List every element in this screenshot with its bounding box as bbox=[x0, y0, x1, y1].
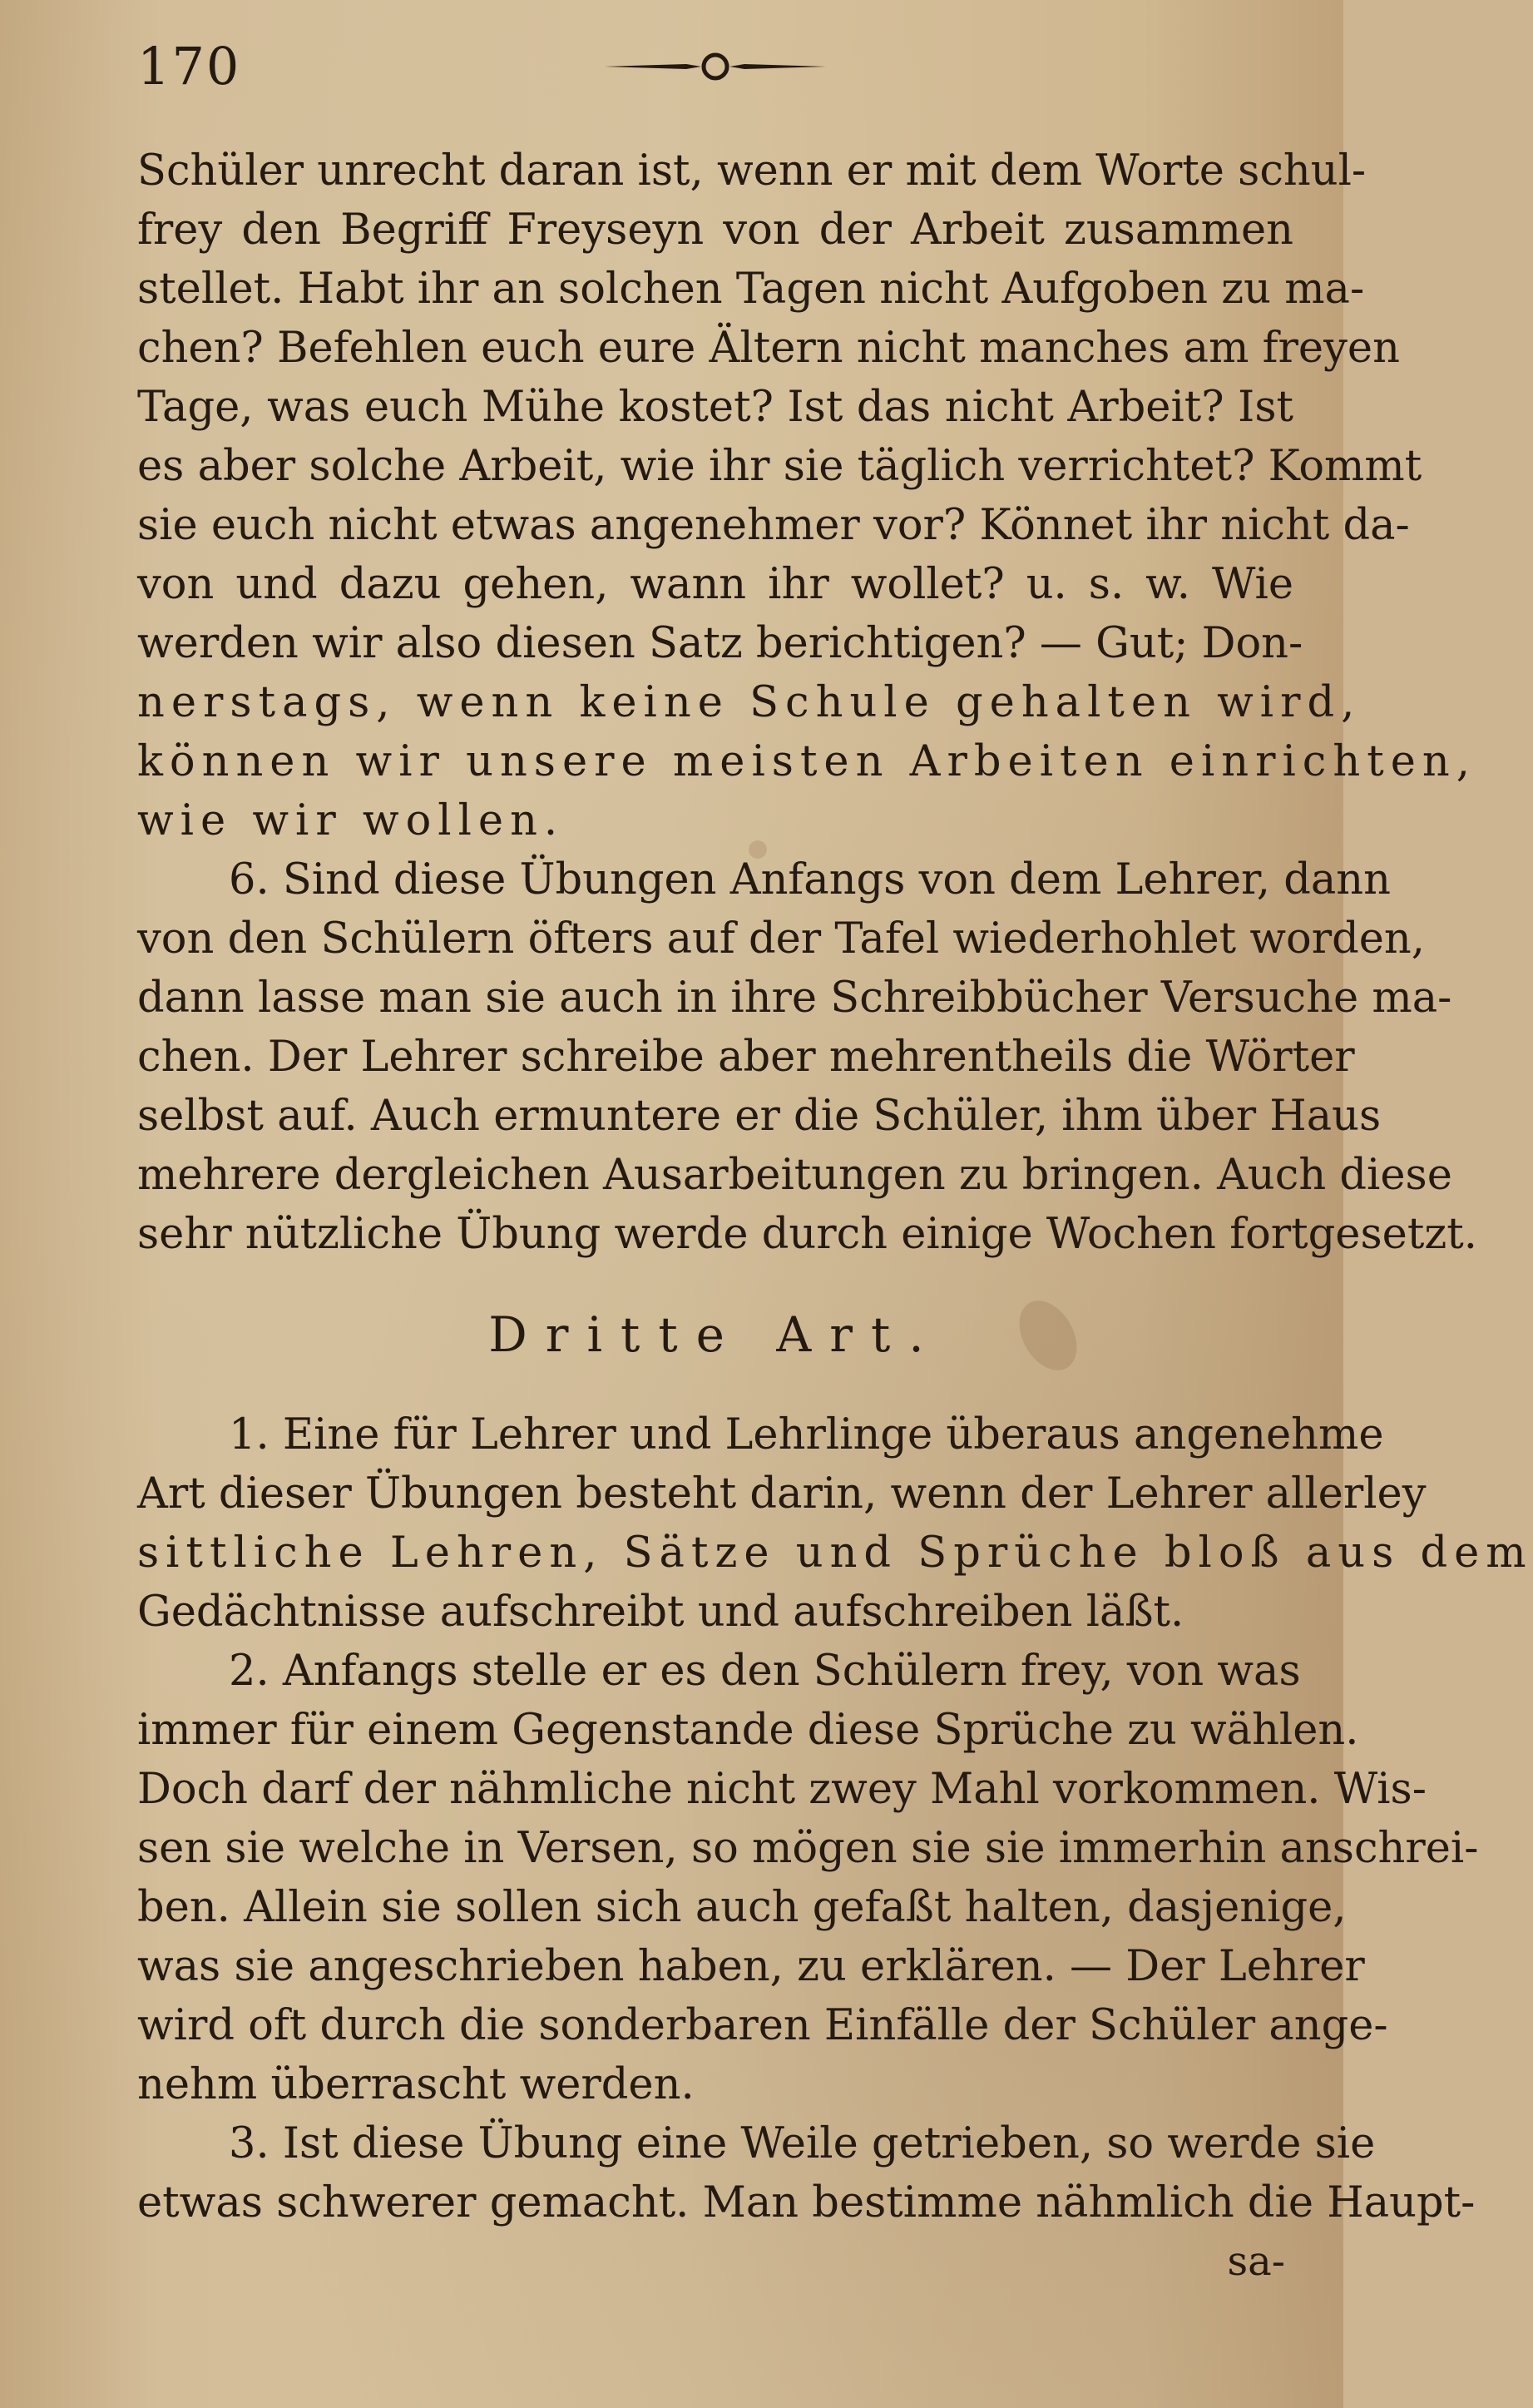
text-line: 6. Sind diese Übungen Anfangs von dem Lehrer, dann bbox=[229, 855, 1391, 904]
text-line-emphasis: wie wir wollen. bbox=[137, 796, 565, 845]
text-line: Doch darf der nähmliche nicht zwey Mahl vorkommen. Wis- bbox=[137, 1765, 1427, 1814]
text-line: etwas schwerer gemacht. Man bestimme nähmlich die Haupt- bbox=[137, 2178, 1476, 2227]
text-line: chen. Der Lehrer schreibe aber mehrentheils die Wörter bbox=[137, 1033, 1355, 1082]
paragraph-continuation bbox=[137, 141, 1476, 850]
text-line: ben. Allein sie sollen sich auch gefaßt halten, dasjenige, bbox=[137, 1883, 1347, 1932]
text-line-emphasis: nerstags, wenn keine Schule gehalten wird, bbox=[137, 678, 1362, 727]
text-line: Tage, was euch Mühe kostet? Ist das nicht Arbeit? Ist bbox=[137, 383, 1293, 432]
text-line: frey den Begriff Freyseyn von der Arbeit zusammen bbox=[137, 206, 1293, 255]
text-line: was sie angeschrieben haben, zu erklären. — Der Lehrer bbox=[137, 1942, 1365, 1991]
text-line: 1. Eine für Lehrer und Lehrlinge überaus angenehme bbox=[229, 1410, 1384, 1459]
text-line: Gedächtnisse aufschreibt und aufschreiben läßt. bbox=[137, 1588, 1184, 1637]
text-line: immer für einem Gegenstande diese Sprüche zu wählen. bbox=[137, 1706, 1359, 1755]
paragraph-6 bbox=[137, 850, 1477, 1264]
text-line-emphasis: sittliche Lehren, Sätze und Sprüche bloß aus dem bbox=[137, 1529, 1533, 1578]
text-line: es aber solche Arbeit, wie ihr sie täglich verrichtet? Kommt bbox=[137, 442, 1422, 491]
section-heading: Dritte Art. bbox=[488, 1306, 942, 1363]
text-line: stellet. Habt ihr an solchen Tagen nicht Aufgoben zu ma- bbox=[137, 265, 1365, 314]
text-line: von und dazu gehen, wann ihr wollet? u. s. w. Wie bbox=[137, 560, 1293, 609]
page-header bbox=[137, 33, 1302, 100]
body-text bbox=[137, 141, 1533, 2292]
text-line: wird oft durch die sonderbaren Einfälle der Schüler ange- bbox=[137, 2001, 1388, 2050]
text-line: von den Schülern öfters auf der Tafel wiederhohlet worden, bbox=[137, 914, 1425, 964]
text-line: mehrere dergleichen Ausarbeitungen zu bringen. Auch diese bbox=[137, 1151, 1452, 1200]
paragraph-1 bbox=[137, 1405, 1533, 1642]
text-line: sen sie welche in Versen, so mögen sie sie immerhin anschrei- bbox=[137, 1824, 1479, 1873]
text-line: chen? Befehlen euch eure Ältern nicht manches am freyen bbox=[137, 324, 1400, 373]
text-line: 3. Ist diese Übung eine Weile getrieben, so werde sie bbox=[229, 2119, 1376, 2168]
paragraph-2 bbox=[137, 1642, 1479, 2114]
catchword: sa- bbox=[1227, 2238, 1285, 2285]
text-line: 2. Anfangs stelle er es den Schülern frey, von was bbox=[229, 1647, 1301, 1696]
paragraph-3 bbox=[137, 2114, 1476, 2232]
text-line: selbst auf. Auch ermuntere er die Schüler, ihm über Haus bbox=[137, 1092, 1382, 1141]
rule-with-circle-icon bbox=[603, 50, 828, 83]
page-number: 170 bbox=[137, 36, 241, 97]
text-line: Art dieser Übungen besteht darin, wenn der Lehrer allerley bbox=[137, 1469, 1427, 1519]
text-line: sie euch nicht etwas angenehmer vor? Könnet ihr nicht da- bbox=[137, 501, 1410, 550]
text-line: Schüler unrecht daran ist, wenn er mit dem Worte schul- bbox=[137, 146, 1367, 196]
text-line: werden wir also diesen Satz berichtigen? — Gut; Don- bbox=[137, 619, 1303, 668]
text-line-emphasis: können wir unsere meisten Arbeiten einrichten, bbox=[137, 737, 1476, 786]
text-line: nehm überrascht werden. bbox=[137, 2060, 695, 2109]
text-line: dann lasse man sie auch in ihre Schreibbücher Versuche ma- bbox=[137, 974, 1452, 1023]
text-line: sehr nützliche Übung werde durch einige Wochen fortgesetzt. bbox=[137, 1210, 1477, 1259]
